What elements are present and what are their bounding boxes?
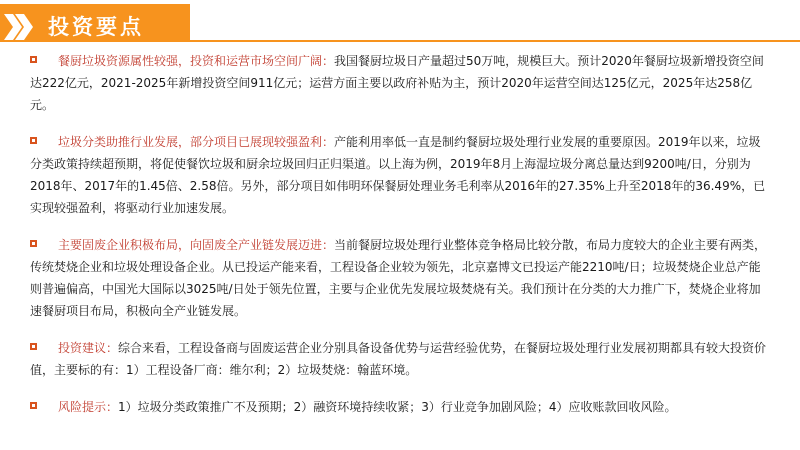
point-text: 当前餐厨垃圾处理行业整体竞争格局比较分散，布局力度较大的企业主要有两类，传统焚烧企业和垃圾处理设备企业。从已投运产能来看，工程设备企业较为领先，北京嘉博文已投运产能2210吨/日；垃圾焚烧企业总产能则普遍偏高，中国光大国际以3025吨/日处于领先位置，主要与企业优先发展垃圾焚烧有关。我们预计在分类的大力推广下，焚烧企业将加速餐厨项目布局，积极向全产业链发展。	[30, 238, 767, 318]
bullet-square-icon	[30, 137, 37, 144]
double-chevron-right-icon	[4, 14, 34, 40]
point-text: 1）垃圾分类政策推广不及预期；2）融资环境持续收紧；3）行业竞争加剧风险；4）应收账款回收风险。	[118, 400, 677, 414]
header-divider	[190, 40, 800, 42]
point-text: 综合来看，工程设备商与固废运营企业分别具备设备优势与运营经验优势，在餐厨垃圾处理行业发展初期都具有较大投资价值，主要标的有：1）工程设备厂商：维尔利；2）垃圾焚烧：翰蓝环境。	[30, 341, 767, 377]
point-lead: 投资建议：	[58, 341, 119, 355]
point-lead: 主要固废企业积极布局，向固废全产业链发展迈进：	[58, 238, 335, 252]
point-investment-advice	[30, 337, 770, 381]
page-title: 投资要点	[48, 15, 144, 39]
bullet-square-icon	[30, 56, 37, 63]
point-lead: 垃圾分类助推行业发展，部分项目已展现较强盈利：	[58, 135, 335, 149]
point-garbage-sorting	[30, 131, 770, 219]
point-market-space	[30, 50, 770, 116]
header-bar	[0, 4, 190, 42]
bullet-square-icon	[30, 402, 37, 409]
bullet-square-icon	[30, 240, 37, 247]
point-risk-warning	[30, 396, 770, 418]
point-lead: 风险提示：	[58, 400, 119, 414]
point-text: 我国餐厨垃圾日产量超过50万吨，规模巨大。预计2020年餐厨垃圾新增投资空间达222亿元，2021-2025年新增投资空间911亿元；运营方面主要以政府补贴为主，预计2020年运营空间达125亿元，2025年达258亿元。	[30, 54, 764, 112]
point-text: 产能利用率低一直是制约餐厨垃圾处理行业发展的重要原因。2019年以来，垃圾分类政策持续超预期，将促使餐饮垃圾和厨余垃圾回归正归渠道。以上海为例，2019年8月上海湿垃圾分离总量达到9200吨/日，分别为2018年、2017年的1.45倍、2.58倍。另外，部分项目如伟明环保餐厨处理业务毛利率从2016年的27.35%上升至2018年的36.49%，已实现较强盈利，将驱动行业加速发展。	[30, 135, 766, 215]
point-lead: 餐厨垃圾资源属性较强，投资和运营市场空间广阔：	[58, 54, 335, 68]
point-enterprise-layout	[30, 234, 770, 322]
investment-points	[30, 50, 770, 414]
bullet-square-icon	[30, 343, 37, 350]
